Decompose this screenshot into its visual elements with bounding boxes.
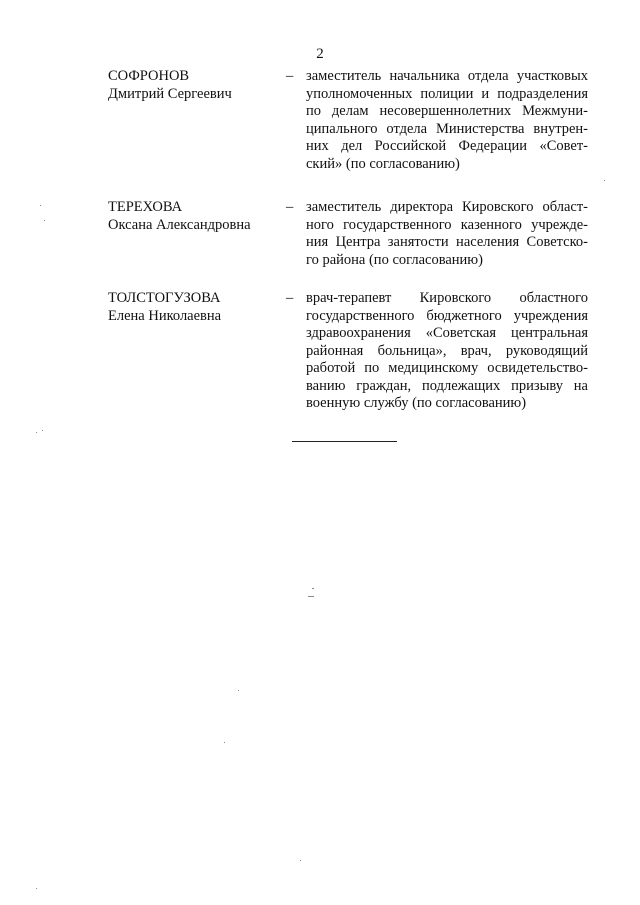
member-given-names: Оксана Александровна: [108, 216, 251, 233]
position-line: районная больница», врач, руководящий: [306, 342, 588, 359]
position-line: государственного бюджетного учреждения: [306, 307, 588, 324]
member-surname: ТОЛСТОГУЗОВА: [108, 290, 221, 306]
member-entry: [108, 199, 588, 269]
position-line: ного государственного казенного учрежде-: [306, 216, 588, 233]
member-given-names: Елена Николаевна: [108, 307, 222, 324]
member-position: [306, 68, 588, 173]
end-separator-line: [292, 441, 397, 442]
position-line: врач-терапевт Кировского областного: [306, 290, 588, 306]
member-name: [108, 290, 286, 413]
position-line: военную службу (по согласованию): [306, 395, 527, 411]
member-position: [306, 199, 588, 269]
member-entry: [108, 290, 588, 413]
scan-speck: [604, 180, 605, 181]
member-entry: [108, 68, 588, 173]
position-line: ванию граждан, подлежащих призыву на: [306, 377, 588, 394]
position-line: работой по медицинскому освидетельство-: [306, 360, 588, 376]
position-line: го района (по согласованию): [306, 251, 483, 268]
entry-dash: –: [286, 199, 294, 215]
scan-speck: [238, 690, 239, 691]
position-line: уполномоченных полиции и подразделения: [306, 85, 588, 102]
scan-speck: [300, 860, 301, 861]
member-surname: СОФРОНОВ: [108, 68, 190, 84]
position-line: ципального отдела Министерства внутрен-: [306, 120, 588, 137]
scan-speck: [36, 888, 37, 889]
page-number: 2: [316, 46, 324, 62]
scan-speck: [224, 742, 225, 743]
position-line: по делам несовершеннолетних Межмуни-: [306, 103, 588, 119]
position-line: них дел Российской Федерации «Совет-: [306, 138, 588, 154]
scan-speck: [44, 220, 45, 221]
member-name: [108, 199, 286, 269]
entry-dash: –: [286, 68, 294, 84]
member-surname: ТЕРЕХОВА: [108, 199, 183, 215]
position-line: здравоохранения «Советская центральная: [306, 325, 588, 341]
position-line: заместитель начальника отдела участковых: [306, 68, 588, 84]
position-line: заместитель директора Кировского област-: [306, 199, 588, 215]
scan-speck: [42, 430, 43, 431]
position-line: ния Центра занятости населения Советско-: [306, 234, 588, 250]
member-position: [306, 290, 588, 413]
member-given-names: Дмитрий Сергеевич: [108, 85, 232, 102]
position-line: ский» (по согласованию): [306, 155, 460, 172]
entry-dash: –: [286, 290, 294, 306]
scan-speck: [308, 596, 314, 597]
scan-speck: [40, 205, 41, 206]
scan-speck: [36, 432, 37, 433]
scan-speck: [312, 588, 314, 589]
member-name: [108, 68, 286, 173]
